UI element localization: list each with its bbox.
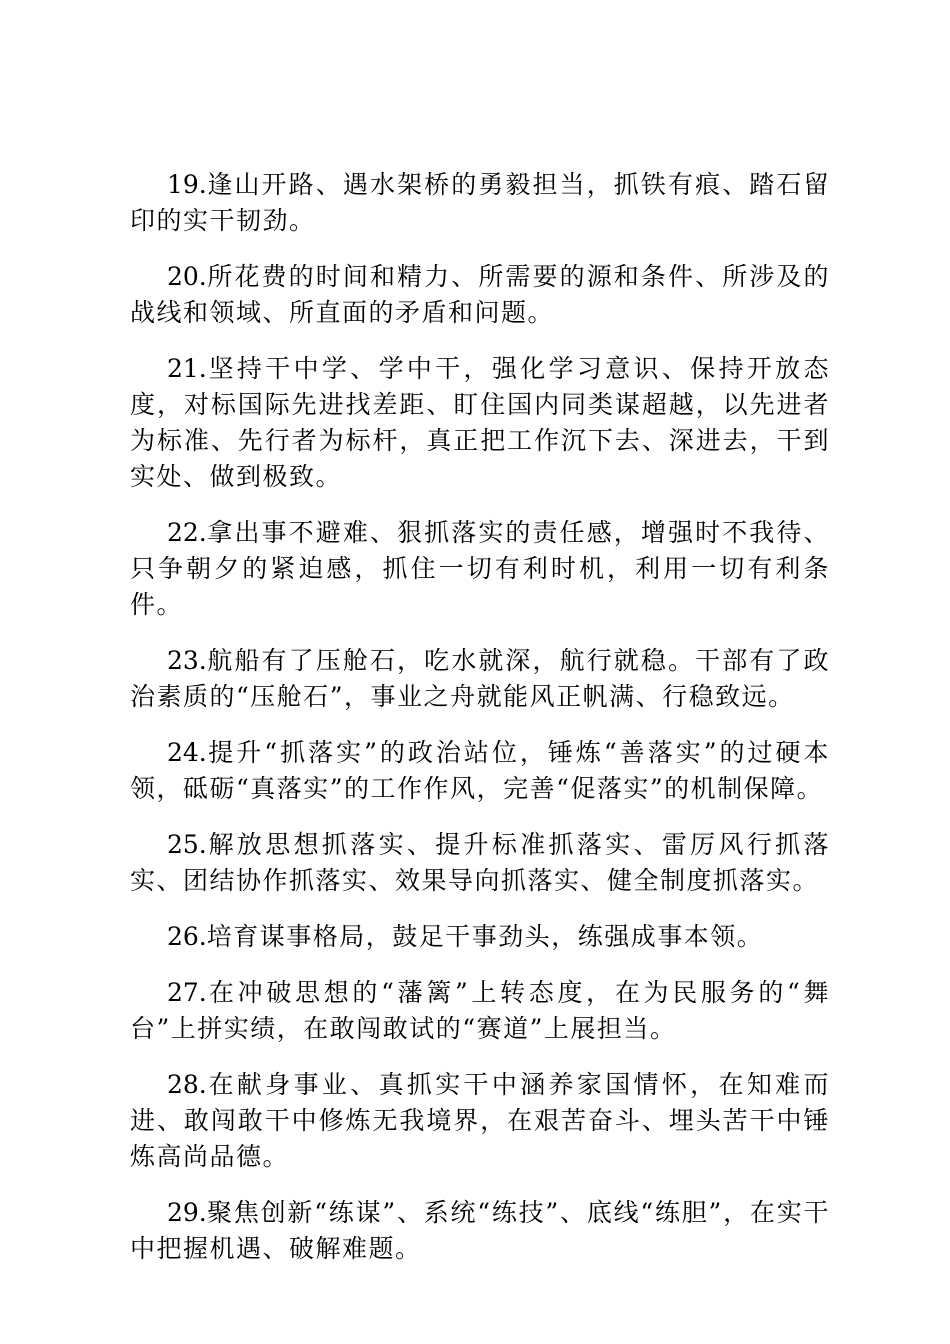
paragraph-27 [130,975,830,1047]
paragraph-text: 聚焦创新“练谋”、系统“练技”、底线“练胆”，在实干中把握机遇、破解难题。 [130,1198,830,1263]
paragraph-number: 23. [167,646,207,675]
paragraph-number: 29. [167,1198,207,1227]
paragraph-number: 21. [167,354,207,383]
paragraph-number: 28. [167,1070,207,1099]
document-body [130,167,830,1287]
paragraph-24 [130,735,830,807]
paragraph-number: 20. [167,262,207,291]
paragraph-19 [130,167,830,239]
paragraph-text: 航船有了压舱石，吃水就深，航行就稳。干部有了政治素质的“压舱石”，事业之舟就能风正帆满、行稳致远。 [130,646,830,711]
paragraph-28 [130,1067,830,1175]
paragraph-text: 逢山开路、遇水架桥的勇毅担当，抓铁有痕、踏石留印的实干韧劲。 [130,170,830,235]
paragraph-number: 26. [167,922,207,951]
paragraph-22 [130,515,830,623]
paragraph-number: 25. [167,830,207,859]
paragraph-text: 培育谋事格局，鼓足干事劲头，练强成事本领。 [206,922,764,951]
paragraph-text: 在献身事业、真抓实干中涵养家国情怀，在知难而进、敢闯敢干中修炼无我境界，在艰苦奋斗、埋头苦干中锤炼高尚品德。 [130,1070,830,1171]
paragraph-21 [130,351,830,495]
paragraph-20 [130,259,830,331]
paragraph-23 [130,643,830,715]
paragraph-text: 提升“抓落实”的政治站位，锤炼“善落实”的过硬本领，砥砺“真落实”的工作作风，完善“促落实”的机制保障。 [130,738,830,803]
paragraph-25 [130,827,830,899]
paragraph-number: 24. [167,738,207,767]
paragraph-number: 27. [167,978,207,1007]
paragraph-number: 22. [167,518,207,547]
paragraph-29 [130,1195,830,1267]
paragraph-26 [130,919,830,955]
paragraph-text: 解放思想抓落实、提升标准抓落实、雷厉风行抓落实、团结协作抓落实、效果导向抓落实、健全制度抓落实。 [130,830,830,895]
paragraph-text: 拿出事不避难、狠抓落实的责任感，增强时不我待、只争朝夕的紧迫感，抓住一切有利时机，利用一切有利条件。 [130,518,830,619]
paragraph-text: 所花费的时间和精力、所需要的源和条件、所涉及的战线和领域、所直面的矛盾和问题。 [130,262,830,327]
paragraph-text: 在冲破思想的“藩篱”上转态度，在为民服务的“舞台”上拼实绩，在敢闯敢试的“赛道”上展担当。 [130,978,830,1043]
paragraph-text: 坚持干中学、学中干，强化学习意识、保持开放态度，对标国际先进找差距、盯住国内同类谋超越，以先进者为标准、先行者为标杆，真正把工作沉下去、深进去，干到实处、做到极致。 [130,354,830,491]
paragraph-number: 19. [167,170,207,199]
